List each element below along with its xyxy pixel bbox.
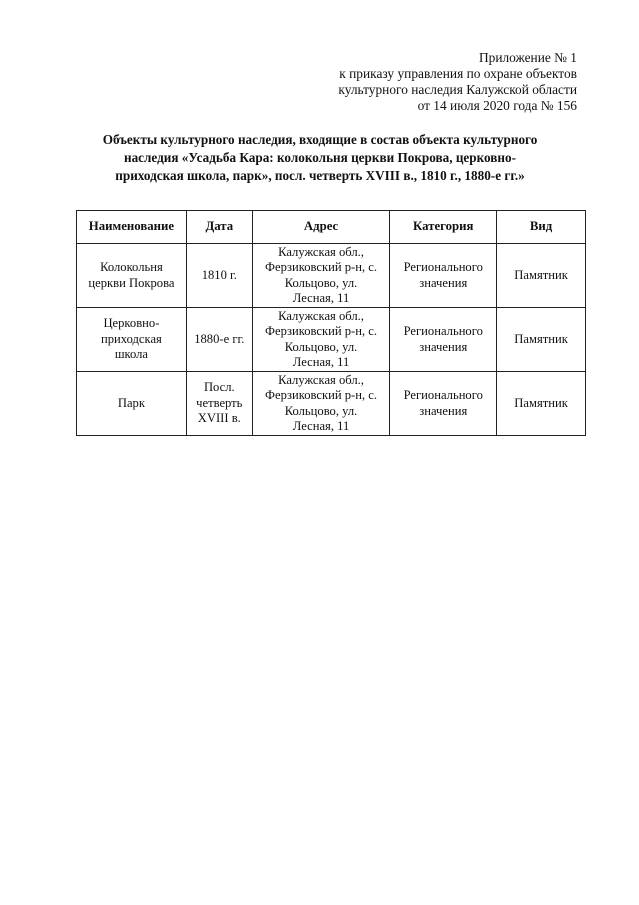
cell-line: Церковно- [103,316,160,331]
table-row [77,308,586,372]
title-line: наследия «Усадьба Кара: колокольня церкви Покрова, церковно- [123,150,517,165]
cell-line: значения [419,339,468,354]
cell-address [252,308,390,372]
cell-address [252,244,390,308]
cell-line: Кольцово, ул. [284,275,358,290]
cell-line: 1810 г. [201,267,237,282]
cell-line: Колокольня [100,260,163,274]
title-line: Объекты культурного наследия, входящие в состав объекта культурного [102,132,538,147]
cell-address [252,372,390,436]
column-header-kind: Вид [497,211,586,244]
cell-line: Кольцово, ул. [284,339,358,354]
appendix-header [338,50,577,114]
cell-kind [497,308,586,372]
cell-line: значения [419,403,468,418]
cell-line: Памятник [514,395,568,410]
cell-date [186,372,252,436]
appendix-number: Приложение № 1 [478,50,577,65]
heritage-objects-table [76,210,586,436]
cell-line: Лесная, 11 [292,419,350,433]
cell-line: Регионального [403,324,483,338]
cell-line: Посл. [203,380,235,395]
cell-date [186,244,252,308]
cell-line: XVIII в. [197,411,241,426]
order-reference: к приказу управления по охране объектов [339,66,577,81]
title-line: приходская школа, парк», посл. четверть XVIII в., 1810 г., 1880-е гг.» [115,168,525,183]
document-title [80,131,560,185]
table-row [77,244,586,308]
cell-line: Лесная, 11 [292,355,350,369]
cell-line: Ферзиковский р-н, с. [265,260,378,274]
cell-kind [497,372,586,436]
order-date-number: от 14 июля 2020 года № 156 [417,98,577,113]
cell-line: 1880-е гг. [194,331,245,346]
cell-line: Калужская обл., [278,372,364,387]
cell-category [390,244,497,308]
cell-category [390,372,497,436]
cell-line: Парк [117,395,145,410]
column-header-date: Дата [186,211,252,244]
cell-name [77,372,187,436]
column-header-name: Наименование [77,211,187,244]
cell-kind [497,244,586,308]
column-header-category: Категория [390,211,497,244]
table-row [77,372,586,436]
cell-line: церкви Покрова [88,275,175,290]
cell-name [77,308,187,372]
cell-line: Памятник [514,267,568,282]
cell-line: значения [419,275,468,290]
cell-line: Ферзиковский р-н, с. [265,324,378,338]
cell-line: приходская [101,331,162,346]
cell-line: Лесная, 11 [292,291,350,305]
column-header-address: Адрес [252,211,390,244]
cell-name [77,244,187,308]
cell-line: Калужская обл., [278,244,364,259]
cell-line: Ферзиковский р-н, с. [265,388,378,402]
cell-line: Памятник [514,331,568,346]
cell-line: Регионального [403,260,483,274]
cell-line: четверть [196,395,243,410]
cell-line: Кольцово, ул. [284,403,358,418]
cell-line: Регионального [403,388,483,402]
table-header-row [77,211,586,244]
cell-category [390,308,497,372]
cell-line: Калужская обл., [278,308,364,323]
cell-line: школа [114,347,149,362]
issuing-authority: культурного наследия Калужской области [338,82,577,97]
cell-date [186,308,252,372]
